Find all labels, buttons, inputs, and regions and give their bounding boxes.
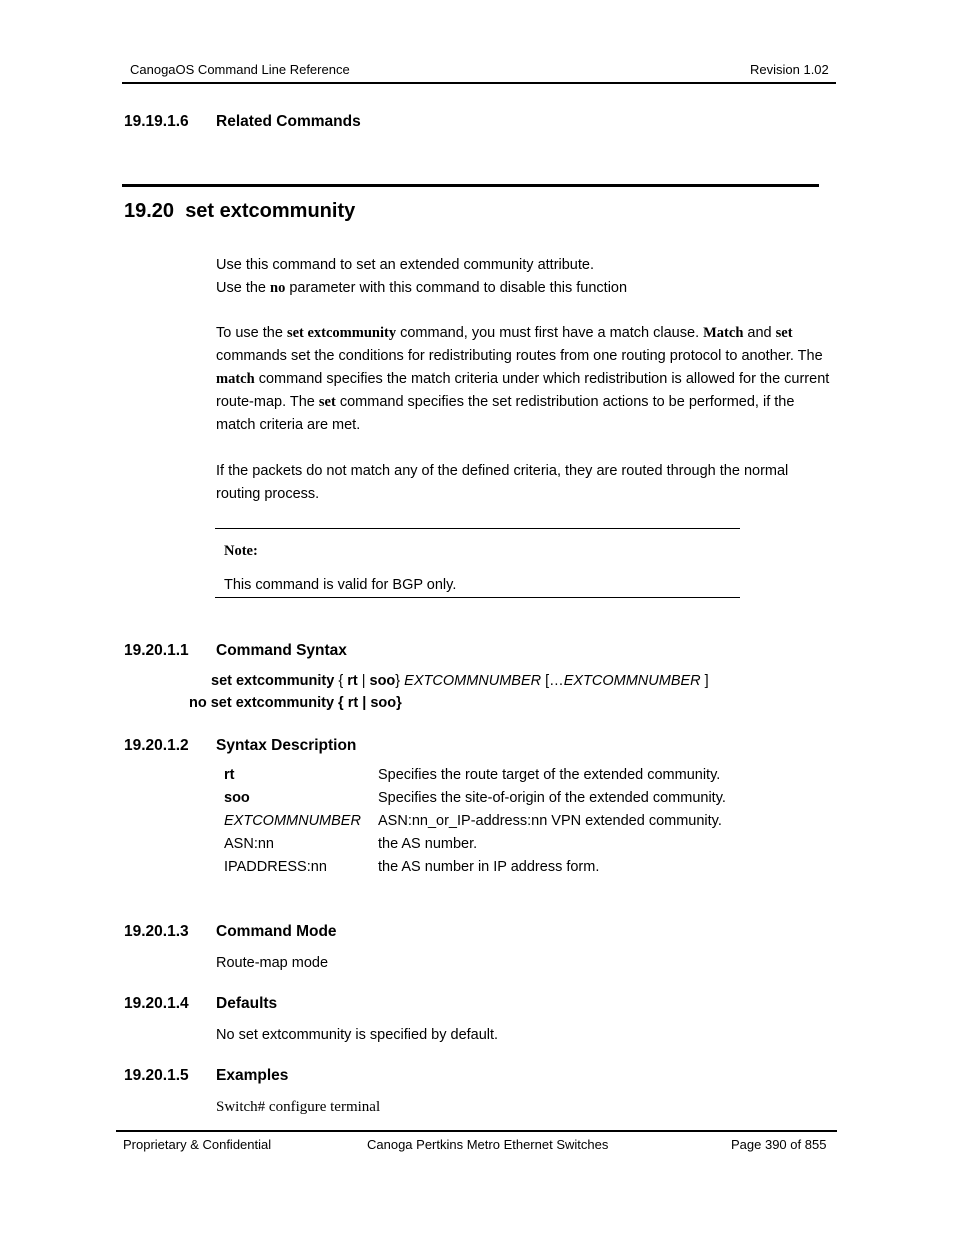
note-bottom-rule bbox=[215, 597, 740, 598]
section-title bbox=[124, 200, 355, 223]
keyword-match: Match bbox=[703, 325, 744, 341]
heading-number: 19.20.1.4 bbox=[124, 995, 189, 1012]
param-term: soo bbox=[224, 790, 250, 806]
syntax-line-set: set extcommunity { rt | soo} EXTCOMMNUMBER […EXTCOMMNUMBER ] bbox=[211, 673, 709, 689]
keyword-match-2: match bbox=[216, 371, 255, 387]
note-text: This command is valid for BGP only. bbox=[224, 577, 457, 593]
footer-rule bbox=[116, 1130, 837, 1132]
param-desc: the AS number in IP address form. bbox=[378, 859, 600, 875]
param-desc: the AS number. bbox=[378, 836, 478, 852]
heading-title: Command Mode bbox=[216, 923, 337, 940]
note-top-rule bbox=[215, 528, 740, 529]
heading-number: 19.19.1.6 bbox=[124, 113, 189, 130]
heading-title: Syntax Description bbox=[216, 737, 357, 754]
syntax-description-table bbox=[224, 767, 726, 882]
param-term: IPADDRESS:nn bbox=[224, 859, 327, 875]
param-desc: Specifies the route target of the extended community. bbox=[378, 767, 721, 783]
syntax-line-no-set: no set extcommunity { rt | soo} bbox=[189, 695, 402, 711]
intro-paragraph bbox=[216, 254, 836, 300]
table-row bbox=[224, 813, 726, 836]
section-name: set extcommunity bbox=[185, 200, 356, 222]
heading-title: Command Syntax bbox=[216, 642, 347, 659]
heading-title: Defaults bbox=[216, 995, 278, 1012]
section-rule bbox=[122, 184, 819, 187]
intro-line-2: Use the no parameter with this command to disable this function bbox=[216, 280, 628, 296]
param-term: EXTCOMMNUMBER bbox=[224, 813, 361, 829]
table-row bbox=[224, 790, 726, 813]
heading-title: Related Commands bbox=[216, 113, 361, 130]
footer-company: Canoga Pertkins Metro Ethernet Switches bbox=[367, 1137, 609, 1152]
heading-number: 19.20.1.3 bbox=[124, 923, 189, 940]
keyword-set: set bbox=[775, 325, 793, 341]
command-mode-text: Route-map mode bbox=[216, 955, 329, 971]
table-row bbox=[224, 859, 726, 882]
header-rule bbox=[122, 82, 836, 84]
defaults-text: No set extcommunity is specified by default. bbox=[216, 1027, 499, 1043]
param-desc: ASN:nn_or_IP-address:nn VPN extended community. bbox=[378, 813, 722, 829]
routing-paragraph: If the packets do not match any of the defined criteria, they are routed through the normal routing process. bbox=[216, 463, 789, 502]
param-desc: Specifies the site-of-origin of the extended community. bbox=[378, 790, 726, 806]
table-row bbox=[224, 767, 726, 790]
footer-confidential: Proprietary & Confidential bbox=[123, 1137, 272, 1152]
heading-number: 19.20.1.2 bbox=[124, 737, 189, 754]
header-revision: Revision 1.02 bbox=[750, 62, 829, 77]
section-number: 19.20 bbox=[124, 200, 175, 222]
header-doc-title: CanogaOS Command Line Reference bbox=[130, 62, 350, 77]
usage-paragraph: To use the set extcommunity command, you must first have a match clause. Match and set commands set the conditions for redistributing routes from one routing protocol to another. The match command specifies the match criteria under which redistribution is allowed for the current route-map. The set command specifies the set redistribution actions to be performed, if the match criteria are met. bbox=[216, 325, 830, 433]
param-term: rt bbox=[224, 767, 235, 783]
note-label: Note: bbox=[224, 543, 258, 559]
keyword-no: no bbox=[270, 280, 286, 296]
example-code: Switch# configure terminal bbox=[216, 1099, 381, 1115]
heading-number: 19.20.1.5 bbox=[124, 1067, 189, 1084]
intro-line-1: Use this command to set an extended community attribute. bbox=[216, 257, 594, 273]
param-term: ASN:nn bbox=[224, 836, 274, 852]
table-row bbox=[224, 836, 726, 859]
heading-title: Examples bbox=[216, 1067, 289, 1084]
keyword-set-extcommunity: set extcommunity bbox=[286, 325, 397, 341]
footer-page-number: Page 390 of 855 bbox=[731, 1137, 827, 1152]
heading-number: 19.20.1.1 bbox=[124, 642, 189, 659]
keyword-set-2: set bbox=[318, 394, 336, 410]
